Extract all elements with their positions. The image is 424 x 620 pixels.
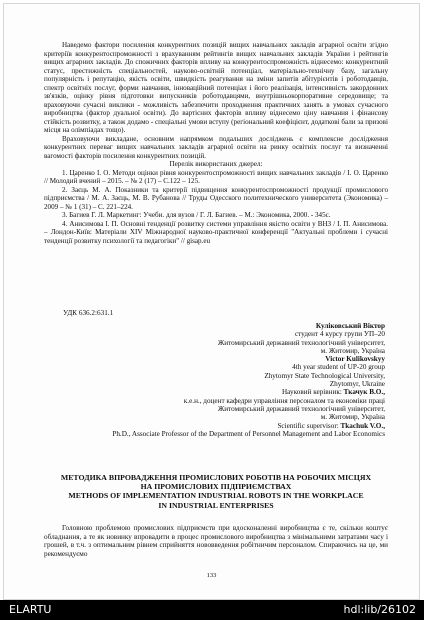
- supervisor-city-ua: м. Житомир, Україна: [320, 413, 385, 422]
- intro-text: [44, 524, 388, 558]
- reference-item: 1. Царенко І. О. Методи оцінки рівня конкурентоспроможності вищих навчальних закладів / І. О. Царенко // Молодий вчений – 2015. – № 2 (17) – С.122 – 125.: [44, 168, 388, 185]
- references-heading: Перелік використаних джерел:: [169, 160, 263, 168]
- title-en-line: METHODS OF IMPLEMENTATION INDUSTRIAL ROBOTS IN THE WORKPLACE: [68, 491, 364, 501]
- supervisor-label-en: Scientific supervisor:: [277, 421, 339, 430]
- author-university-ua: Житомирський державний технологічний університет,: [217, 338, 385, 347]
- reference-item: 4. Анисимова І. П. Основні тенденції розвитку системи управління якістю освіти у ВНЗ / І. П. Анисимова. – Лондон-Київ: Матеріали XIV Міжнародної науково-практичної конференції "Актуальні проблеми і сучасні тенденції розвитку психології та педагогіки" // gisap.eu: [44, 219, 388, 245]
- author-university-en: Zhytomyr State Technological University,: [264, 371, 385, 380]
- supervisor-en: [105, 422, 385, 430]
- supervisor-ua: [105, 388, 385, 396]
- author-city-ua: м. Житомир, Україна: [320, 346, 385, 355]
- supervisor-label-ua: Науковий керівник:: [281, 388, 342, 397]
- supervisor-title-ua: к.е.н., доцент кафедри управління персоналом та економіки праці: [183, 396, 385, 405]
- author-role-en: 4th year student of UP-20 group: [292, 363, 385, 372]
- author-name-en: Victor Kulikovskyy: [325, 355, 385, 364]
- author-block: [105, 322, 385, 438]
- author-role-ua: студент 4 курсу групи УП–20: [294, 330, 385, 339]
- repository-name: ELARTU: [9, 603, 52, 616]
- author-name-ua: Куліковський Віктор: [315, 322, 385, 330]
- supervisor-title-en: Ph.D., Associate Professor of the Department of Personnel Management and Labor Economics: [112, 429, 385, 438]
- udk-code: УДК 636.2:631.1: [63, 309, 114, 317]
- article-title: [44, 473, 388, 510]
- reference-item: 2. Заєць М. А. Показники та критерії підвищення конкурентоспроможності продукції промислового підприємства / М. А. Заєць, М. В. Рубанова // Труды Одесского политехнического университета (Экономика) – 2009 – № 1 (31) – С. 221–224.: [44, 185, 388, 211]
- repository-footer-bar: [0, 600, 424, 620]
- supervisor-name-en: Tkachuk V.O.,: [340, 421, 385, 430]
- page-number: 133: [206, 572, 217, 579]
- author-city-en: Zhytomyr, Ukraine: [329, 380, 385, 389]
- title-ua-line: НА ПРОМИСЛОВИХ ПІДПРИЄМСТВАХ: [140, 482, 292, 492]
- supervisor-university-ua: Житомирський державний технологічний університет,: [217, 404, 385, 413]
- title-en-line: IN INDUSTRIAL ENTERPRISES: [158, 500, 274, 510]
- handle-identifier: hdl:lib/26102: [343, 603, 416, 616]
- title-ua-line: МЕТОДИКА ВПРОВАДЖЕННЯ ПРОМИСЛОВИХ РОБОТІВ НА РОБОЧИХ МІСЦЯХ: [60, 473, 372, 482]
- supervisor-name-ua: Ткачук В.О.,: [343, 388, 385, 397]
- paragraph: Наведемо фактори посилення конкурентних позицій вищих навчальних закладів аграрної освіти згідно критеріїв конкурентоспроможності з врахуванням рейтингів вищих навчальних закладів України і рейтингів вищих аграрних закладів. До спожичних факторів впливу на конкурентоспроможність віднесемо: конкурентний статус, престижність спеціальностей, науково-освітній потенціал, матеріально-технічну базу, загальну популярність і репутацію, якість освіти, швидкість реагування на зміни запитів абітурієнтів і роботодавців, спектр освітніх послуг, форми навчання, інноваційний потенціал і його реалізація, інтенсивність закордонних зв'язків, оцінку рівня підготовки випускників роботодавцями, внутрішньокорпоративне середовище; та враховуючи сучасні виклики - можливість забезпечити проходження практичних занять в умовах сучасного виробництва (фактор дуальної освіти). До вартісних факторів впливу віднесемо ціну навчання і фінансову стійкість розвитку, а також додамо - спеціальні умови вступу (регіональний коефіцієнт, додаткові бали за призові місця на олімпіадах тощо).: [44, 41, 388, 134]
- intro-paragraph: Головною проблемою промислових підприємств при вдосконаленні виробництва є те, скільки коштує обладнання, а те як новинку впровадити в процес промислового виробництва з мінімальними затратами часу і грошей, в т.ч. з оптимальним рівнем сприйняття нововведення робітничим персоналом. Спираючись на це, ми рекомендуємо: [44, 524, 388, 558]
- reference-item: 3. Багиев Г. Л. Маркетинг: Учеби. для вузов / Г. Л. Багиев. – М.: Экономика, 2000. - 345с.: [62, 211, 331, 219]
- document-page: [3, 3, 420, 600]
- paragraph: Враховуючи викладане, основним напрямком подальших досліджень є комплексне дослідження конкурентних переваг вищих навчальних закладів аграрної освіти на ринку освітніх послуг та визначенні вагомості факторів посилення конкурентних позицій.: [44, 134, 388, 160]
- body-text: [44, 41, 388, 245]
